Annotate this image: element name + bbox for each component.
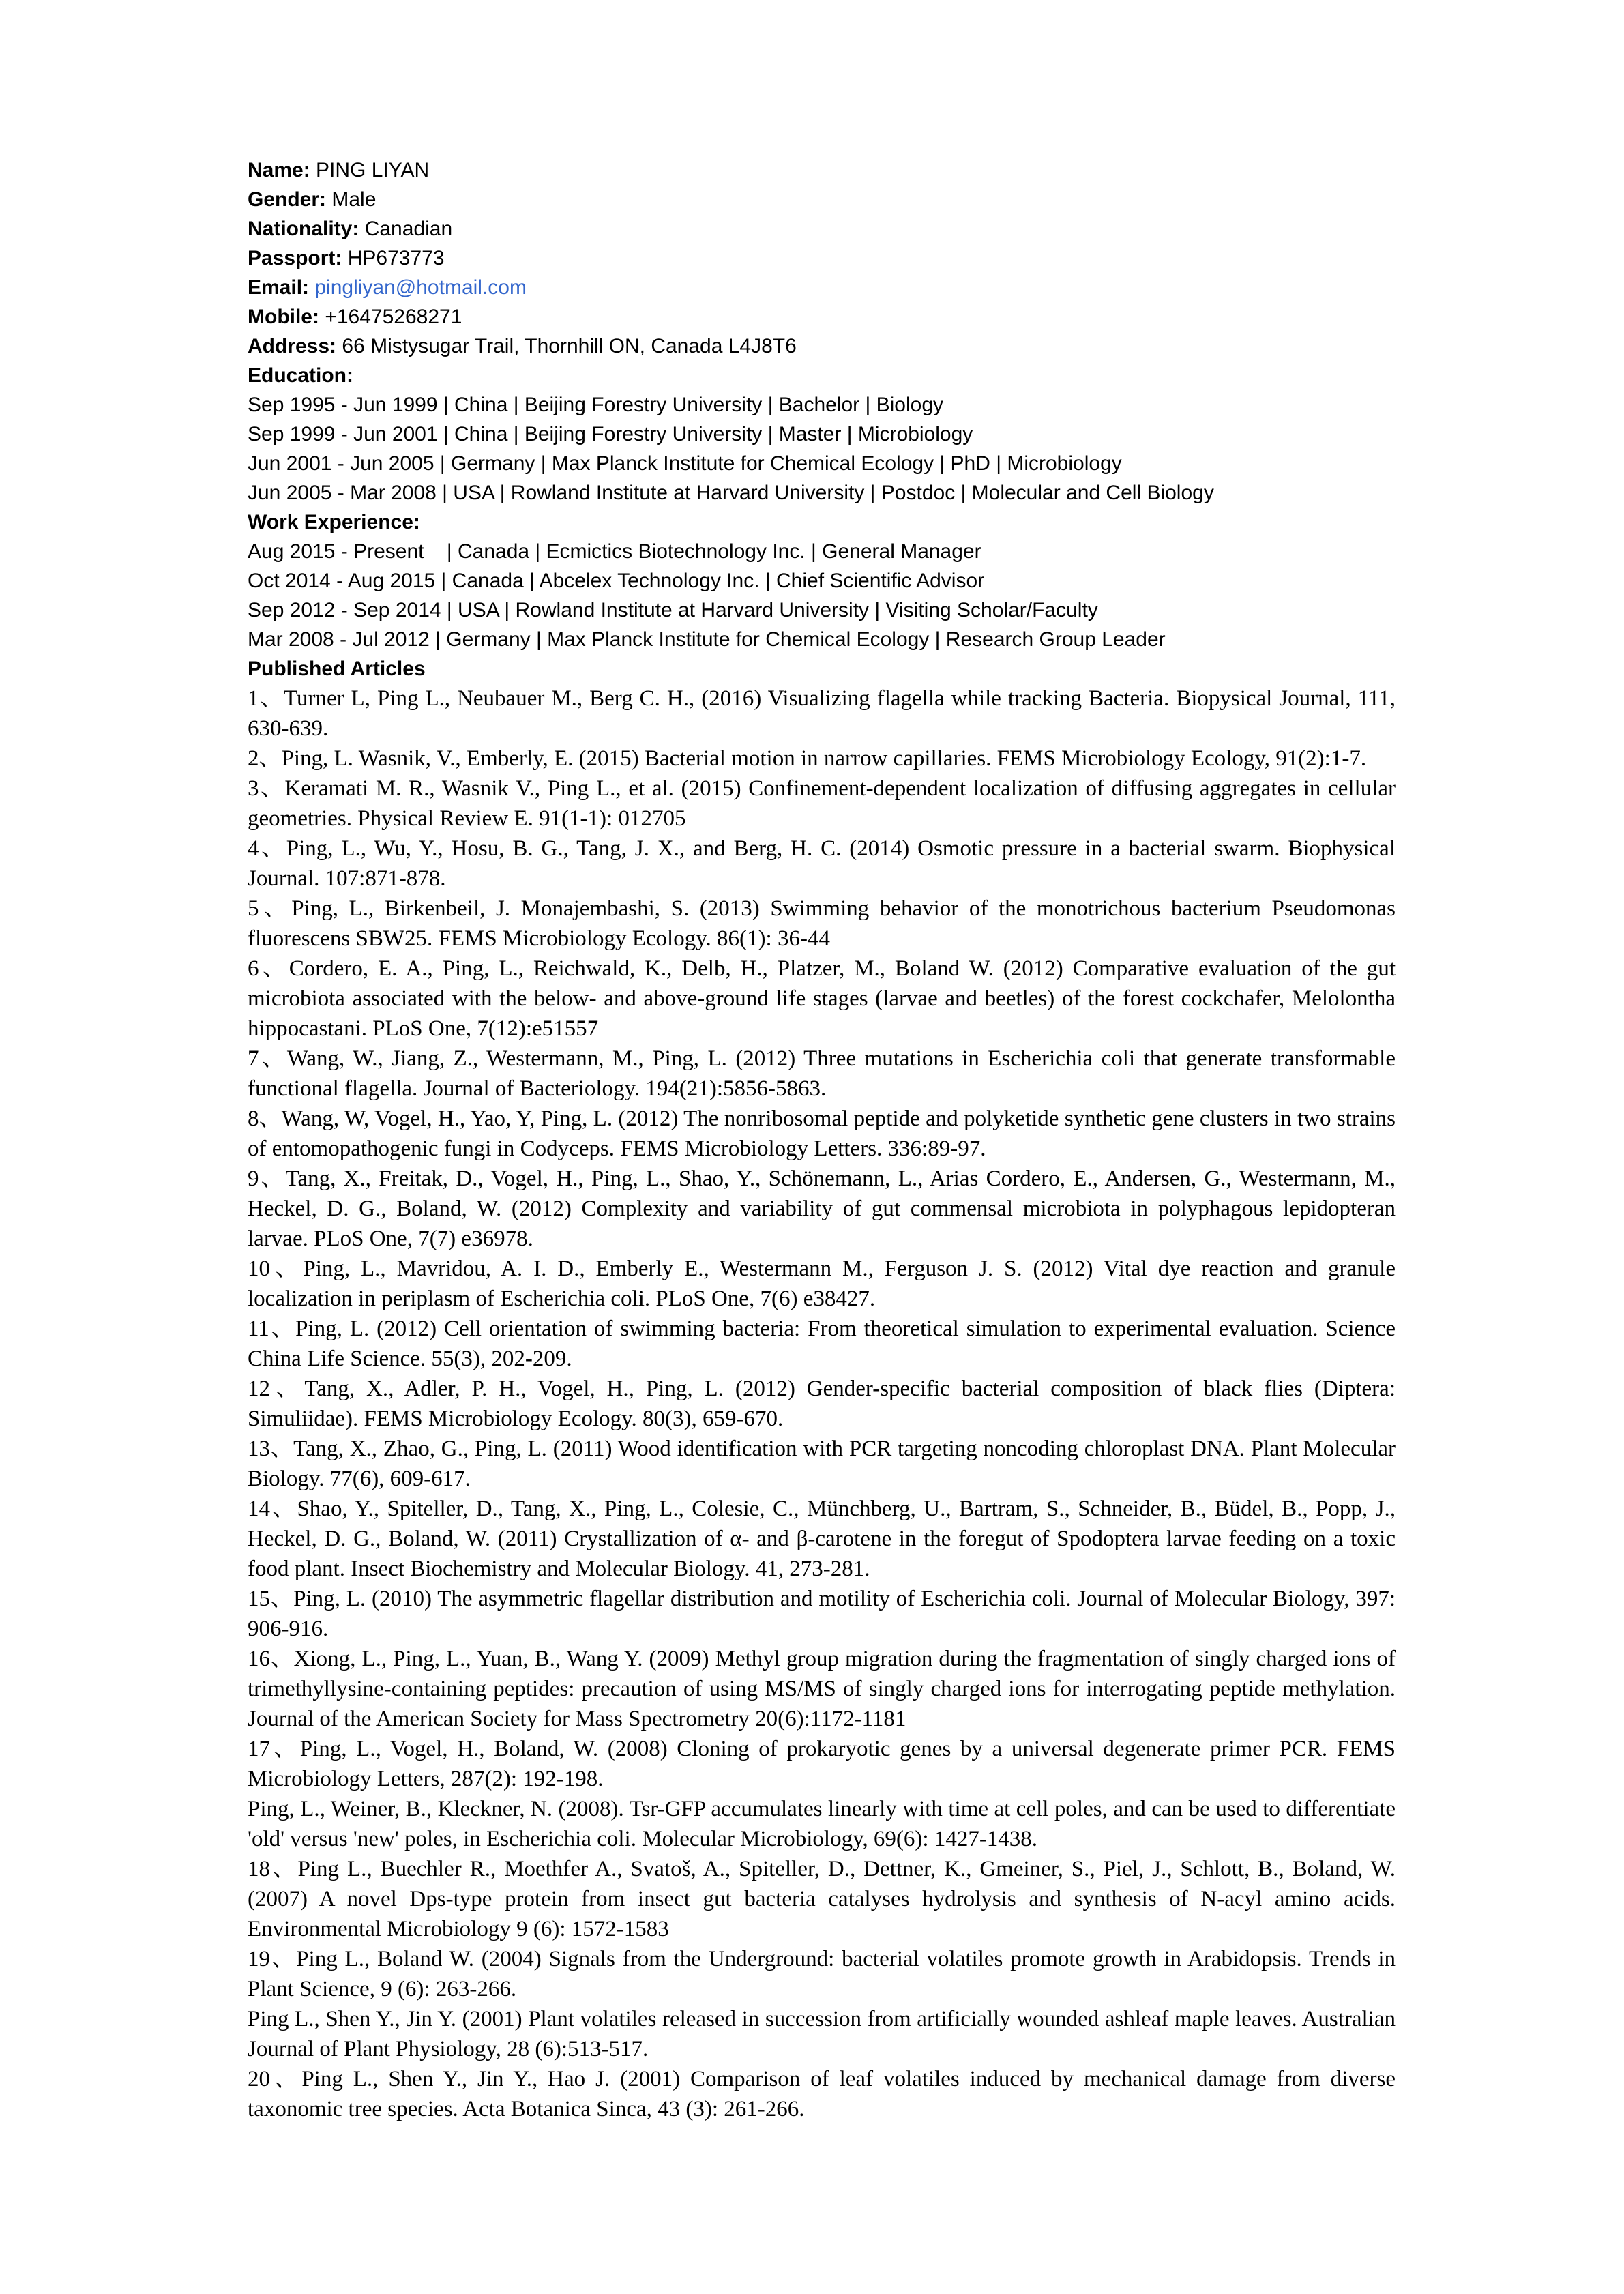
article-list <box>248 683 1396 2124</box>
name-value: PING LIYAN <box>316 159 430 181</box>
work-heading: Work Experience: <box>248 511 420 533</box>
article-item: 14、Shao, Y., Spiteller, D., Tang, X., Ping, L., Colesie, C., Münchberg, U., Bartram, S., Schneider, B., Büdel, B., Popp, J., Heckel, D. G., Boland, W. (2011) Crystallization of α- and β-carotene in the foregut of Spodoptera larvae feeding on a toxic food plant. Insect Biochemistry and Molecular Biology. 41, 273-281. <box>248 1497 1396 1581</box>
article-item: 17、Ping, L., Vogel, H., Boland, W. (2008) Cloning of prokaryotic genes by a universal degenerate primer PCR. FEMS Microbiology Letters, 287(2): 192-198. <box>248 1737 1396 1791</box>
education-entry: Jun 2001 - Jun 2005 | Germany | Max Planck Institute for Chemical Ecology | PhD | Microbiology <box>248 452 1122 475</box>
article-item: 13、Tang, X., Zhao, G., Ping, L. (2011) Wood identification with PCR targeting noncoding chloroplast DNA. Plant Molecular Biology. 77(6), 609-617. <box>248 1437 1396 1491</box>
article-item: 12、Tang, X., Adler, P. H., Vogel, H., Ping, L. (2012) Gender-specific bacterial composition of black flies (Diptera: Simuliidae). FEMS Microbiology Ecology. 80(3), 659-670. <box>248 1377 1396 1431</box>
article-item: Ping, L., Weiner, B., Kleckner, N. (2008). Tsr-GFP accumulates linearly with time at cell poles, and can be used to differentiate 'old' versus 'new' poles, in Escherichia coli. Molecular Microbiology, 69(6): 1427-1438. <box>248 1797 1396 1851</box>
passport-field <box>248 244 1396 273</box>
gender-value: Male <box>331 188 377 211</box>
article-item: 1、Turner L, Ping L., Neubauer M., Berg C. H., (2016) Visualizing flagella while tracking Bacteria. Biopysical Journal, 111, 630-639. <box>248 686 1396 741</box>
education-section <box>248 361 1396 508</box>
work-entry: Aug 2015 - Present | Canada | Ecmictics Biotechnology Inc. | General Manager <box>248 540 981 563</box>
article-item: 8、Wang, W, Vogel, H., Yao, Y, Ping, L. (2012) The nonribosomal peptide and polyketide synthetic gene clusters in two strains of entomopathogenic fungi in Codyceps. FEMS Microbiology Letters. 336:89-97. <box>248 1106 1396 1161</box>
cv-document <box>248 156 1396 2124</box>
article-item: 10、Ping, L., Mavridou, A. I. D., Emberly E., Westermann M., Ferguson J. S. (2012) Vital dye reaction and granule localization in periplasm of Escherichia coli. PLoS One, 7(6) e38427. <box>248 1256 1396 1311</box>
personal-info <box>248 156 1396 361</box>
gender-field <box>248 185 1396 214</box>
email-link[interactable]: pingliyan@hotmail.com <box>314 276 527 299</box>
articles-section <box>248 654 1396 2124</box>
article-item: 16、Xiong, L., Ping, L., Yuan, B., Wang Y. (2009) Methyl group migration during the fragmentation of singly charged ions of trimethyllysine-containing peptides: precaution of using MS/MS of singly charged ions for interrogating peptide methylation. Journal of the American Society for Mass Spectrometry 20(6):1172-1181 <box>248 1647 1396 1731</box>
article-item: 2、Ping, L. Wasnik, V., Emberly, E. (2015) Bacterial motion in narrow capillaries. FEMS Microbiology Ecology, 91(2):1-7. <box>248 746 1367 771</box>
article-item: 3、Keramati M. R., Wasnik V., Ping L., et al. (2015) Confinement-dependent localization of diffusing aggregates in cellular geometries. Physical Review E. 91(1-1): 012705 <box>248 776 1396 831</box>
mobile-label: Mobile: <box>248 306 319 328</box>
name-label: Name: <box>248 159 310 181</box>
address-value: 66 Mistysugar Trail, Thornhill ON, Canada L4J8T6 <box>342 335 797 357</box>
article-item: 15、Ping, L. (2010) The asymmetric flagellar distribution and motility of Escherichia coli. Journal of Molecular Biology, 397: 906-916. <box>248 1587 1396 1641</box>
article-item: Ping L., Shen Y., Jin Y. (2001) Plant volatiles released in succession from artificially wounded ashleaf maple leaves. Australian Journal of Plant Physiology, 28 (6):513-517. <box>248 2007 1396 2061</box>
education-entry: Sep 1999 - Jun 2001 | China | Beijing Forestry University | Master | Microbiology <box>248 423 973 445</box>
education-entry: Jun 2005 - Mar 2008 | USA | Rowland Institute at Harvard University | Postdoc | Molecular and Cell Biology <box>248 482 1214 504</box>
article-item: 5、Ping, L., Birkenbeil, J. Monajembashi, S. (2013) Swimming behavior of the monotrichous bacterium Pseudomonas fluorescens SBW25. FEMS Microbiology Ecology. 86(1): 36-44 <box>248 896 1396 951</box>
article-item: 7、Wang, W., Jiang, Z., Westermann, M., Ping, L. (2012) Three mutations in Escherichia coli that generate transformable functional flagella. Journal of Bacteriology. 194(21):5856-5863. <box>248 1046 1396 1101</box>
nationality-value: Canadian <box>364 218 453 240</box>
work-entry: Mar 2008 - Jul 2012 | Germany | Max Planck Institute for Chemical Ecology | Research Group Leader <box>248 628 1166 651</box>
work-entry: Sep 2012 - Sep 2014 | USA | Rowland Institute at Harvard University | Visiting Scholar/Faculty <box>248 599 1098 621</box>
name-field <box>248 156 1396 185</box>
email-label: Email: <box>248 276 310 299</box>
work-section <box>248 508 1396 654</box>
address-label: Address: <box>248 335 337 357</box>
mobile-field <box>248 302 1396 332</box>
article-item: 19、Ping L., Boland W. (2004) Signals from the Underground: bacterial volatiles promote growth in Arabidopsis. Trends in Plant Science, 9 (6): 263-266. <box>248 1947 1396 2001</box>
article-item: 18、Ping L., Buechler R., Moethfer A., Svatoš, A., Spiteller, D., Dettner, K., Gmeiner, S., Piel, J., Schlott, B., Boland, W. (2007) A novel Dps-type protein from insect gut bacteria catalyses hydrolysis and synthesis of N-acyl amino acids. Environmental Microbiology 9 (6): 1572-1583 <box>248 1857 1396 1941</box>
gender-label: Gender: <box>248 188 327 211</box>
nationality-field <box>248 214 1396 244</box>
address-field <box>248 332 1396 361</box>
article-item: 20、Ping L., Shen Y., Jin Y., Hao J. (2001) Comparison of leaf volatiles induced by mechanical damage from diverse taxonomic tree species. Acta Botanica Sinca, 43 (3): 261-266. <box>248 2067 1396 2121</box>
nationality-label: Nationality: <box>248 218 359 240</box>
passport-value: HP673773 <box>347 247 445 269</box>
education-heading: Education: <box>248 364 353 387</box>
mobile-value: +16475268271 <box>325 306 462 328</box>
article-item: 4、Ping, L., Wu, Y., Hosu, B. G., Tang, J. X., and Berg, H. C. (2014) Osmotic pressure in a bacterial swarm. Biophysical Journal. 107:871-878. <box>248 836 1396 891</box>
education-entry: Sep 1995 - Jun 1999 | China | Beijing Forestry University | Bachelor | Biology <box>248 394 944 416</box>
article-item: 6、Cordero, E. A., Ping, L., Reichwald, K., Delb, H., Platzer, M., Boland W. (2012) Comparative evaluation of the gut microbiota associated with the below- and above-ground life stages (larvae and beetles) of the forest cockchafer, Melolontha hippocastani. PLoS One, 7(12):e51557 <box>248 956 1396 1041</box>
article-item: 11、Ping, L. (2012) Cell orientation of swimming bacteria: From theoretical simulation to experimental evaluation. Science China Life Science. 55(3), 202-209. <box>248 1317 1396 1371</box>
article-item: 9、Tang, X., Freitak, D., Vogel, H., Ping, L., Shao, Y., Schönemann, L., Arias Cordero, E., Andersen, G., Westermann, M., Heckel, D. G., Boland, W. (2012) Complexity and variability of gut commensal microbiota in polyphagous lepidopteran larvae. PLoS One, 7(7) e36978. <box>248 1166 1396 1251</box>
articles-heading: Published Articles <box>248 658 426 680</box>
work-entry: Oct 2014 - Aug 2015 | Canada | Abcelex Technology Inc. | Chief Scientific Advisor <box>248 570 985 592</box>
email-field <box>248 273 1396 302</box>
passport-label: Passport: <box>248 247 342 269</box>
